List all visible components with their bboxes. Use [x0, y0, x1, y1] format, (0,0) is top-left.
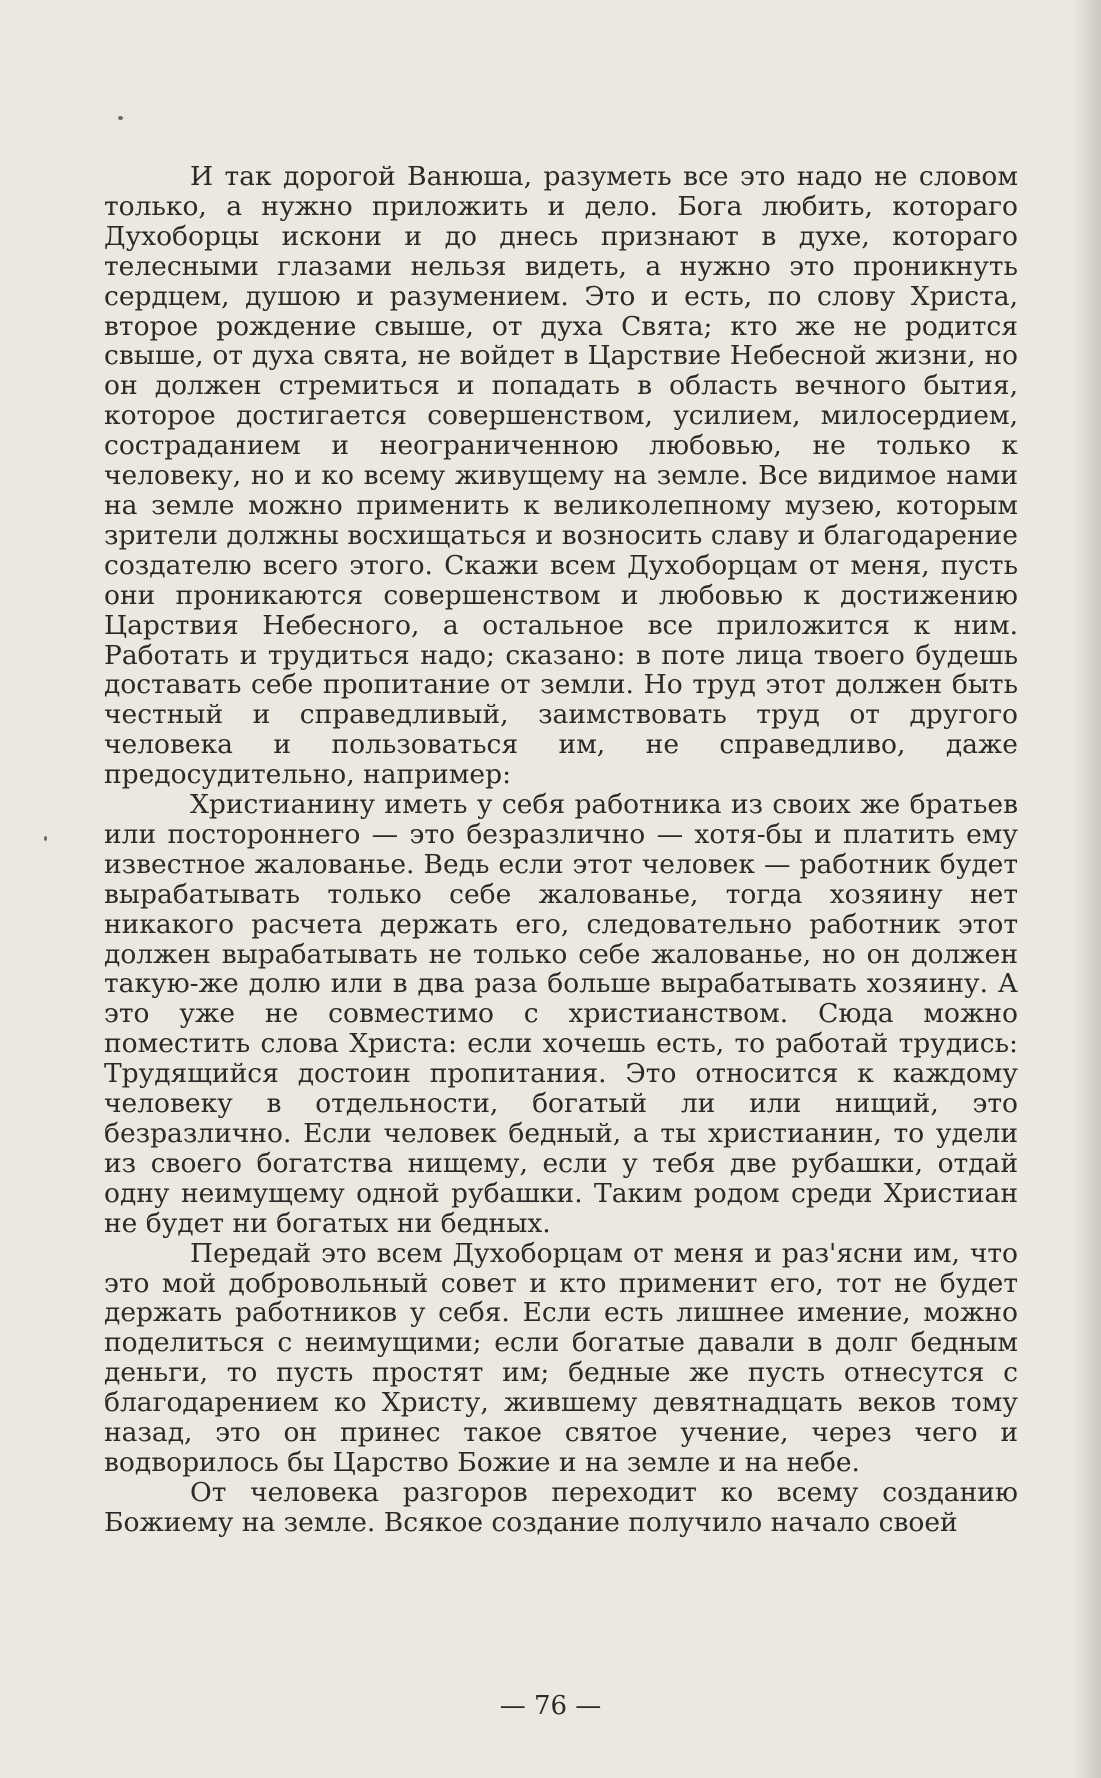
ink-speck	[44, 836, 47, 841]
paragraph: Передай это всем Духоборцам от меня и раз'ясни им, что это мой добровольный совет и кто применит его, тот не будет держать работников у себя. Если есть лишнее имение, можно поделиться с неимущими; если богатые давали в долг бедным деньги, то пусть простят им; бедные же пусть отнесутся с благодарением ко Христу, жившему девятнадцать веков тому назад, это он принес такое святое учение, через чего и водворилось бы Царство Божие и на земле и на небе.	[104, 1237, 1018, 1478]
page-number: — 76 —	[499, 1691, 602, 1721]
page-edge-shadow	[1073, 0, 1101, 1778]
paragraph: И так дорогой Ванюша, разуметь все это надо не словом только, а нужно приложить и дело. Бога любить, котораго Духоборцы искони и до днесь признают в духе, котораго телесными глазами нельзя видеть, а нужно это проникнуть сердцем, душою и разумением. Это и есть, по слову Христа, второе рождение свыше, от духа Свята; кто же не родится свыше, от духа свята, не войдет в Царствие Небесной жизни, но он должен стремиться и попадать в область вечного бытия, которое достигается совершенством, усилием, милосердием, состраданием и неограниченною любовью, не только к человеку, но и ко всему живущему на земле. Все видимое нами на земле можно применить к великолепному музею, которым зрители должны восхищаться и возносить славу и благодарение создателю всего этого. Скажи всем Духоборцам от меня, пусть они проникаются совершенством и любовью к достижению Царствия Небесного, а остальное все приложится к ним. Работать и трудиться надо; сказано: в поте лица твоего будешь доставать себе пропитание от земли. Но труд этот должен быть честный и справедливый, заимствовать труд от другого человека и пользоваться им, не справедливо, даже предосудительно, например:	[104, 161, 1018, 791]
ink-speck	[118, 116, 123, 120]
body-text	[104, 162, 1018, 1538]
paragraph: От человека разгоров переходит ко всему созданию Божиему на земле. Всякое создание получило начало своей	[104, 1476, 1018, 1538]
paragraph: Христианину иметь у себя работника из своих же братьев или постороннего — это безразлично — хотя-бы и платить ему известное жалованье. Ведь если этот человек — работник будет вырабатывать только себе жалованье, тогда хозяину нет никакого расчета держать его, следовательно работник этот должен вырабатывать не только себе жалованье, но он должен такую-же долю или в два раза больше вырабатывать хозяину. А это уже не совместимо с христианством. Сюда можно поместить слова Христа: если хочешь есть, то работай трудись: Трудящийся достоин пропитания. Это относится к каждому человеку в отдельности, богатый ли или нищий, это безразлично. Если человек бедный, а ты христианин, то удели из своего богатства нищему, если у тебя две рубашки, отдай одну неимущему одной рубашки. Таким родом среди Христиан не будет ни богатых ни бедных.	[104, 789, 1018, 1239]
